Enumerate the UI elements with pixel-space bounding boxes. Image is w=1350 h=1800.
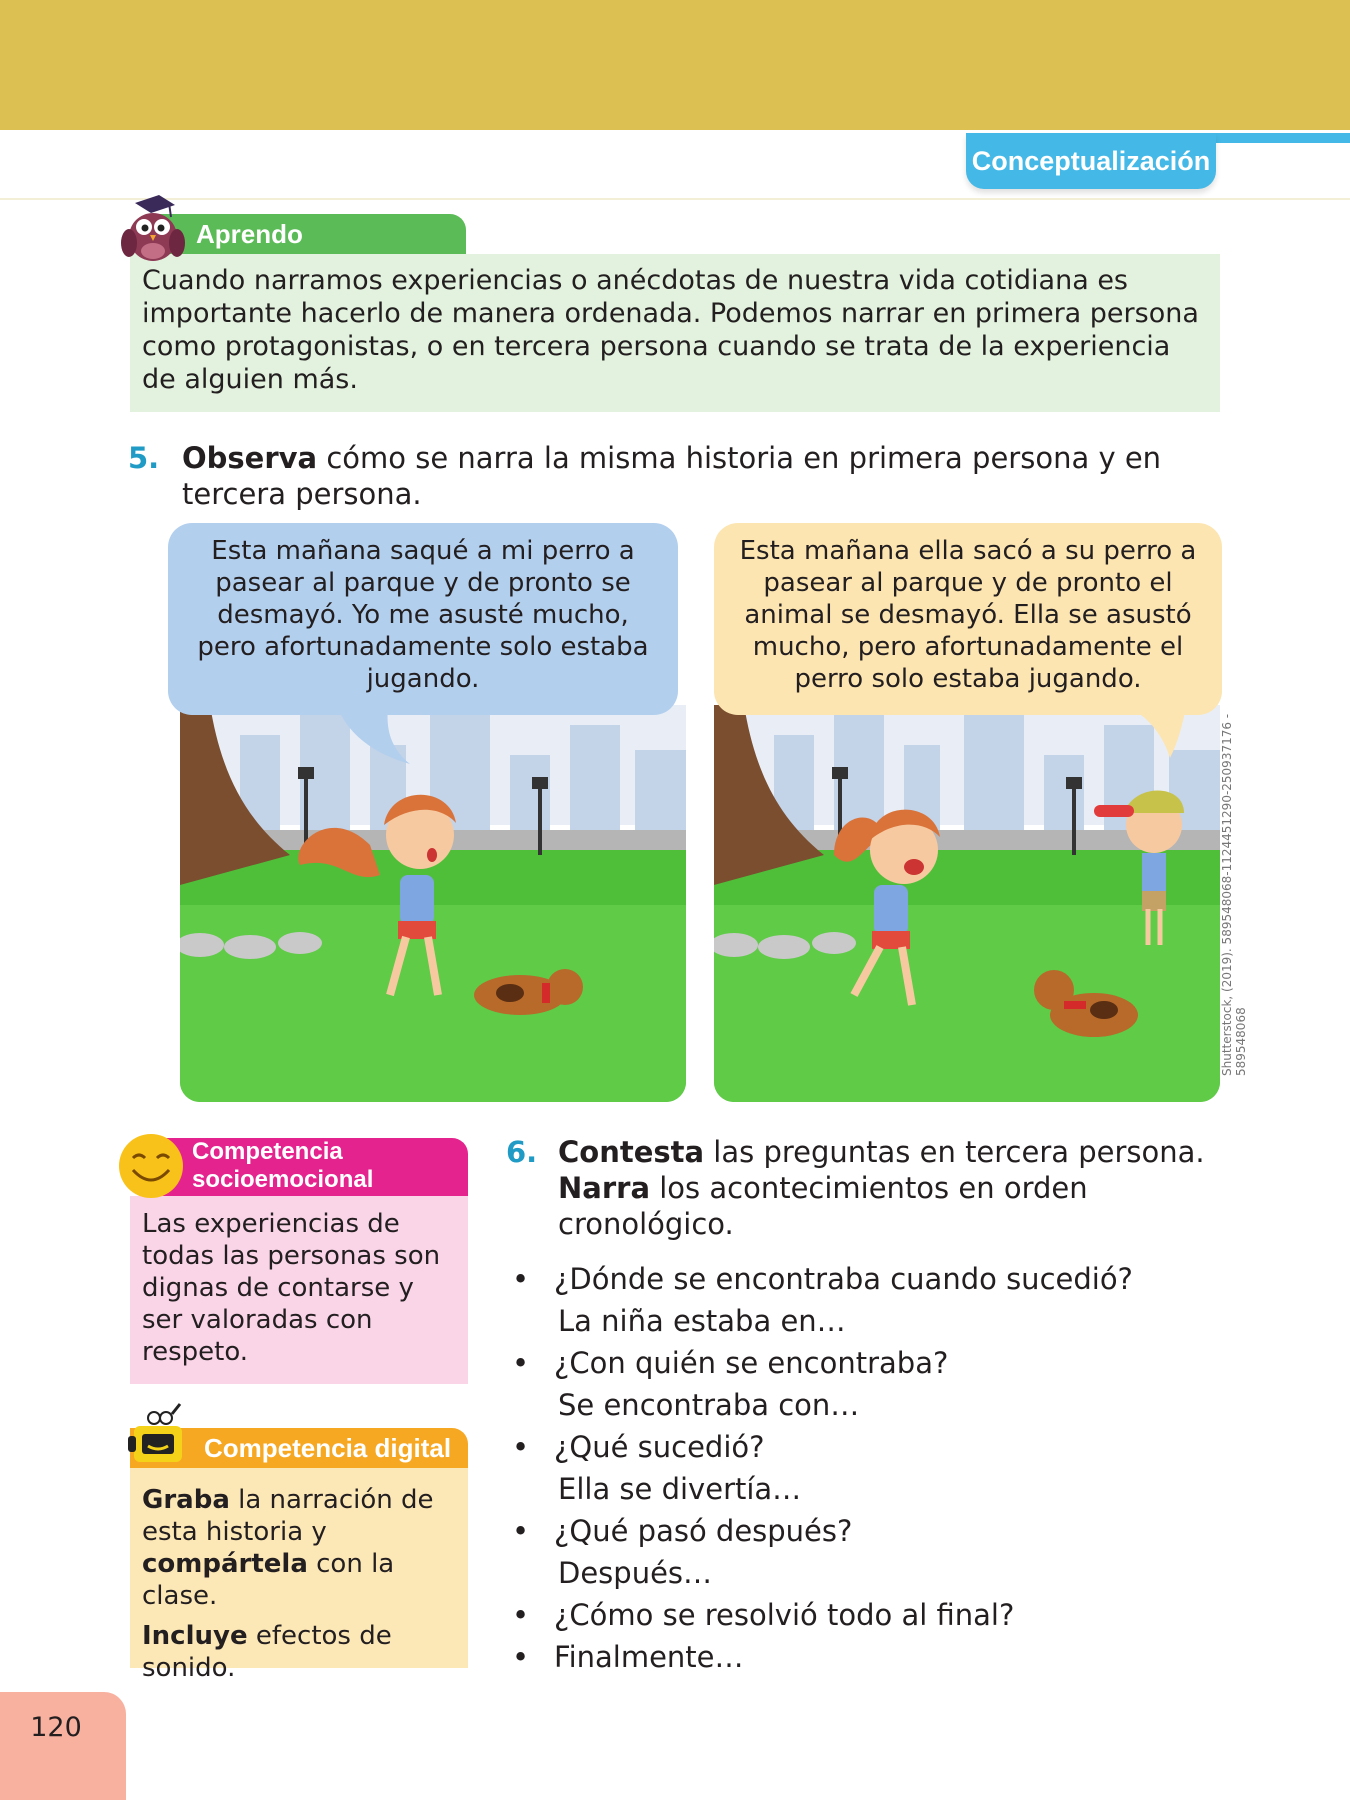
digital-keyword-graba: Graba (142, 1485, 230, 1515)
question-6-keyword-narra: Narra (558, 1171, 651, 1205)
page-number: 120 (0, 1692, 126, 1800)
digital-text-3: efectos de sonido. (142, 1621, 392, 1683)
speech-bubble-tail-left (330, 708, 410, 764)
socioemocional-title-line1: Competencia (192, 1138, 343, 1165)
speech-bubble-third-person: Esta mañana ella sacó a su perro a pasear al parque y de pronto el animal se desmayó. Ella se asustó mucho, pero afortunadamente el perro solo estaba jugando. (714, 523, 1222, 715)
answer-starter: Después… (558, 1556, 713, 1590)
question-5-line2: tercera persona. (182, 477, 422, 511)
list-item (508, 1426, 1228, 1468)
question-text: ¿Con quién se encontraba? (554, 1346, 949, 1380)
question-5-keyword: Observa (182, 441, 318, 475)
socioemocional-text: Las experiencias de todas las personas son dignas de contarse y ser valoradas con respeto. (142, 1209, 441, 1367)
question-text: ¿Qué pasó después? (554, 1514, 853, 1548)
digital-title: Competencia digital (130, 1428, 468, 1468)
section-tab: Conceptualización (966, 133, 1216, 189)
robot-icon (124, 1400, 196, 1472)
digital-text-1: la narración de esta historia y (142, 1485, 434, 1547)
bullet: • (512, 1598, 530, 1632)
bullet: • (512, 1346, 530, 1380)
question-5-line1: cómo se narra la misma historia en primera persona y en (317, 441, 1162, 475)
digital-keyword-compartela: compártela (142, 1549, 308, 1579)
illustration-first-person (180, 705, 686, 1102)
bullet: • (512, 1262, 530, 1296)
list-item (508, 1342, 1228, 1384)
question-5-number: 5. (128, 441, 160, 475)
bullet: • (512, 1430, 530, 1464)
question-text: ¿Dónde se encontraba cuando sucedió? (554, 1262, 1133, 1296)
list-item (508, 1510, 1228, 1552)
question-6-number: 6. (506, 1135, 538, 1169)
question-6-instructions (506, 1134, 1226, 1242)
owl-icon (115, 193, 185, 263)
answer-starter: Ella se divertía… (558, 1472, 802, 1506)
smiley-icon (117, 1132, 185, 1200)
question-text: ¿Qué sucedió? (554, 1430, 765, 1464)
question-6 (506, 1134, 1226, 1242)
aprendo-title: Aprendo (160, 214, 466, 254)
bullet: • (512, 1640, 530, 1674)
illustration-third-person (714, 705, 1220, 1102)
list-item (508, 1258, 1228, 1300)
digital-text-2: con la clase. (142, 1549, 395, 1611)
digital-keyword-incluye: Incluye (142, 1621, 248, 1651)
question-6-text-1: las preguntas en tercera persona. (704, 1135, 1205, 1169)
answer-starter: Se encontraba con… (558, 1388, 860, 1422)
question-text: Finalmente… (554, 1640, 744, 1674)
digital-text (142, 1484, 468, 1692)
section-tab-rail (1210, 133, 1350, 143)
question-5 (128, 440, 1188, 512)
image-credit: Shutterstock, (2019). 589548068-1124451290-250937176 - 589548068 (1220, 713, 1248, 1076)
speech-bubble-tail-right (1130, 708, 1190, 758)
speech-bubble-first-person: Esta mañana saqué a mi perro a pasear al parque y de pronto se desmayó. Yo me asusté mucho, pero afortunadamente solo estaba jugando. (168, 523, 678, 715)
header-divider (0, 198, 1350, 200)
question-list (508, 1258, 1228, 1678)
list-item (508, 1636, 1228, 1678)
list-item (508, 1594, 1228, 1636)
question-6-text-2: los acontecimientos en orden cronológico. (558, 1171, 1088, 1241)
answer-starter: La niña estaba en… (558, 1304, 846, 1338)
aprendo-text: Cuando narramos experiencias o anécdotas de nuestra vida cotidiana es importante hacerlo de manera ordenada. Podemos narrar en primera persona como protagonistas, o en tercera persona cuando se trata de la experiencia de alguien más. (142, 265, 1199, 395)
socioemocional-title-line2: socioemocional (192, 1166, 374, 1193)
question-6-keyword-contesta: Contesta (558, 1135, 705, 1169)
socioemocional-title (160, 1138, 468, 1196)
aprendo-rule (466, 252, 1220, 254)
top-color-band (0, 0, 1350, 130)
bullet: • (512, 1514, 530, 1548)
question-text: ¿Cómo se resolvió todo al final? (554, 1598, 1015, 1632)
